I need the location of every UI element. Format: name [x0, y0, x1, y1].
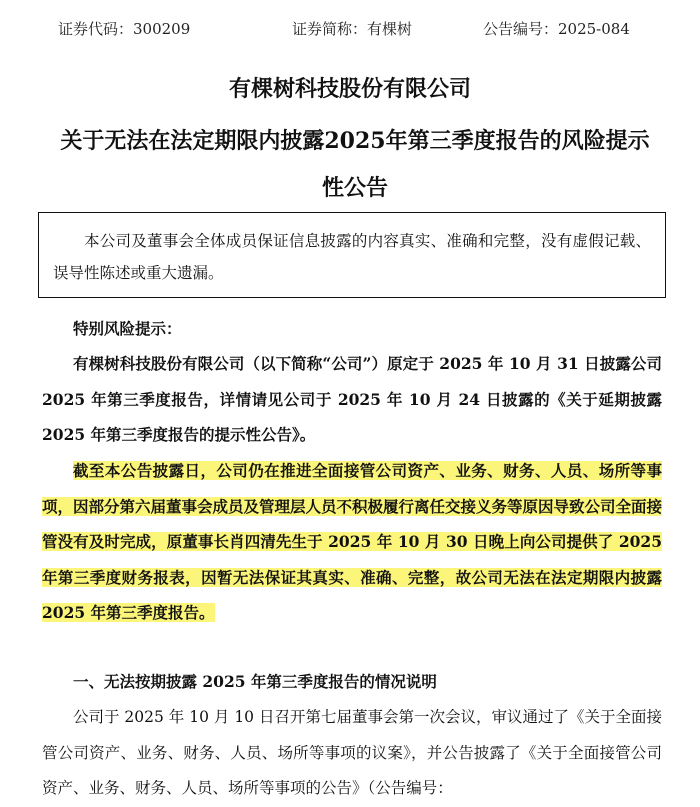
stock-code: 证券代码：300209 — [58, 20, 191, 38]
document-header — [0, 18, 700, 42]
company-title: 有棵树科技股份有限公司 — [228, 76, 471, 102]
special-risk-label: 特别风险提示： — [73, 319, 182, 338]
paragraph-board-meeting: 公司于 2025 年 10 月 10 日召开第七届董事会第一次会议，审议通过了《关于全面接管公司资产、业务、财务、人员、场所等事项的议案》，并公告披露了《关于全面接管公司资产、业务、财务、人员、场所等事项的公告》（公告编号： — [42, 708, 662, 797]
stock-abbreviation: 证券简称：有棵树 — [292, 20, 413, 38]
paragraph-original-disclosure-date: 有棵树科技股份有限公司（以下简称“公司”）原定于 2025 年 10 月 31 日披露公司 2025 年第三季度报告，详情请见公司于 2025 年 10 月 24 日披露的《关于延期披露 2025 年第三季度报告的提示性公告》。 — [42, 354, 662, 444]
notice-title: 关于无法在法定期限内披露2025年第三季度报告的风险提示性公告 — [60, 128, 650, 201]
section-heading-1: 一、无法按期披露 2025 年第三季度报告的情况说明 — [73, 672, 437, 691]
highlighted-text: 截至本公告披露日，公司仍在推进全面接管公司资产、业务、财务、人员、场所等事项，因部分第六届董事会成员及管理层人员不积极履行离任交接义务等原因导致公司全面接管没有及时完成，原董事长肖四清先生于 2025 年 10 月 30 日晚上向公司提供了 2025 年第三季度财务报表，因暂无法保证其真实、准确、完整，故公司无法在法定期限内披露 2025 年第三季度报告。 — [42, 461, 663, 622]
paragraph-highlighted-risk — [42, 453, 662, 631]
notice-number: 公告编号：2025-084 — [483, 20, 630, 38]
board-statement-box: 本公司及董事会全体成员保证信息披露的内容真实、准确和完整，没有虚假记载、误导性陈述或重大遗漏。 — [38, 212, 666, 298]
